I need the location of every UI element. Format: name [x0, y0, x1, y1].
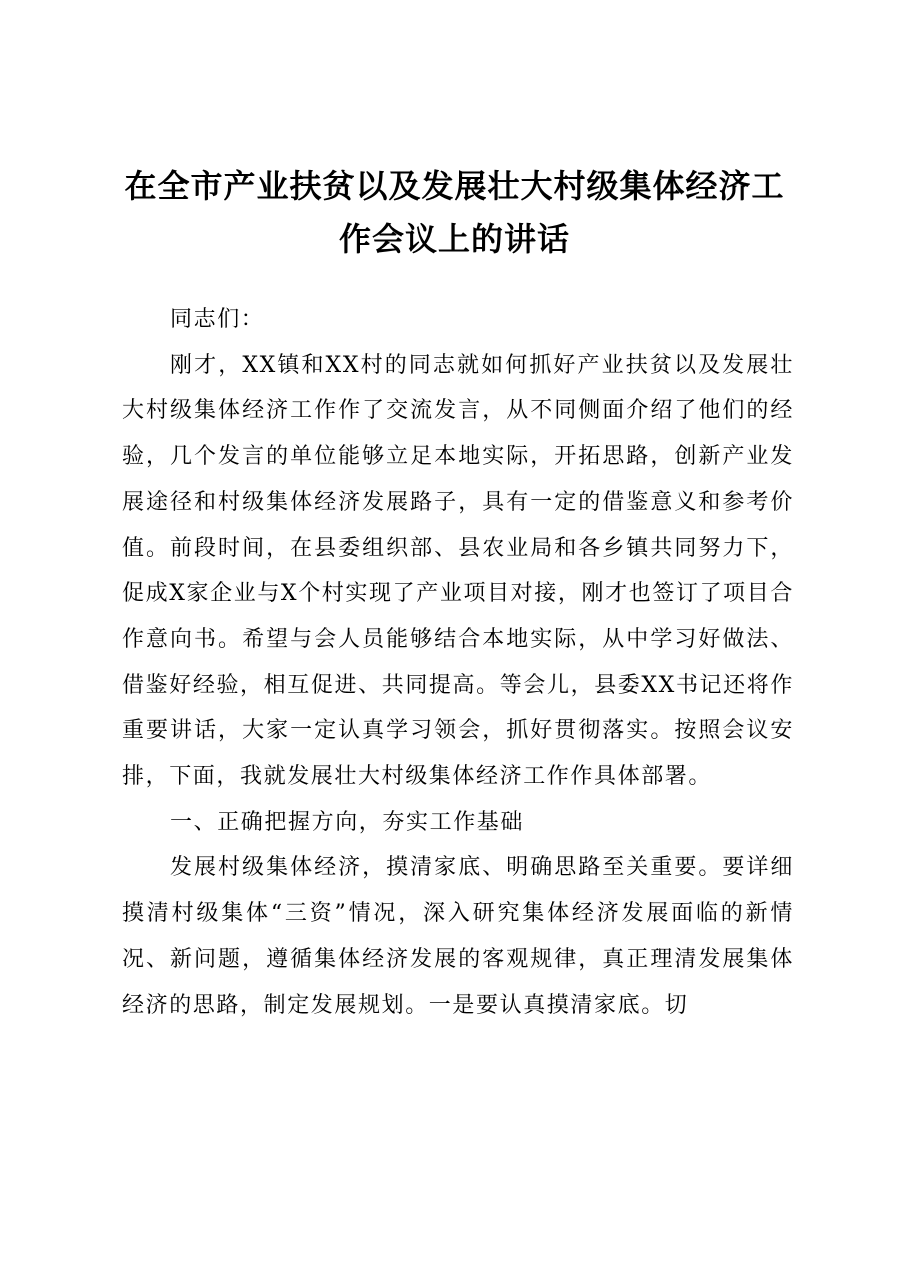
document-title [100, 160, 809, 266]
title-line-2: 作会议上的讲话 [338, 220, 570, 258]
paragraph-section-1: 发展村级集体经济，摸清家底、明确思路至关重要。要详细摸清村级集体“三资”情况，深入研究集体经济发展面临的新情况、新问题，遵循集体经济发展的客观规律，真正理清发展集体经济的思路，制定发展规划。一是要认真摸清家底。切 [122, 855, 794, 1018]
section-heading-1: 一、正确把握方向，夯实工作基础 [170, 809, 525, 835]
document-body [122, 297, 794, 1028]
paragraph-intro: 刚才，XX镇和XX村的同志就如何抓好产业扶贫以及发展壮大村级集体经济工作作了交流发言，从不同侧面介绍了他们的经验，几个发言的单位能够立足本地实际，开拓思路，创新产业发展途径和村级集体经济发展路子，具有一定的借鉴意义和参考价值。前段时间，在县委组织部、县农业局和各乡镇共同努力下，促成X家企业与X个村实现了产业项目对接，刚才也签订了项目合作意向书。希望与会人员能够结合本地实际，从中学习好做法、借鉴好经验，相互促进、共同提高。等会儿，县委XX书记还将作重要讲话，大家一定认真学习领会，抓好贯彻落实。按照会议安排，下面，我就发展壮大村级集体经济工作作具体部署。 [122, 352, 794, 790]
salutation: 同志们： [170, 307, 265, 332]
title-line-1: 在全市产业扶贫以及发展壮大村级集体经济工 [124, 167, 785, 205]
